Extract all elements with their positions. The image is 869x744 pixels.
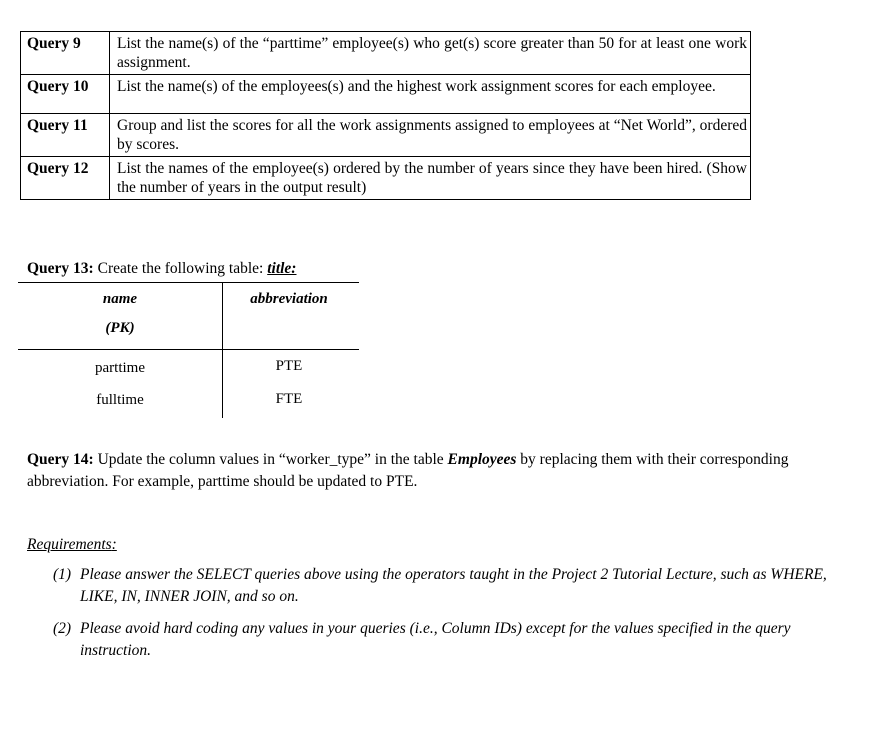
cell-name: parttime: [95, 360, 145, 376]
query14-paragraph: [27, 449, 817, 493]
query13-heading: [27, 260, 296, 278]
query-text: List the name(s) of the employees(s) and the highest work assignment scores for each employee.: [110, 75, 751, 114]
requirement-number: (1): [53, 566, 72, 583]
list-item: [53, 618, 843, 662]
query14-text-before: Update the column values in “worker_type” in the table: [93, 451, 448, 468]
query-label: Query 12: [21, 157, 110, 200]
query13-text: Create the following table:: [93, 260, 268, 277]
query13-table-name: title:: [267, 260, 297, 277]
queries-table: [20, 31, 751, 200]
query-text: List the names of the employee(s) ordered by the number of years since they have been hired. (Show the number of years in the output result): [110, 157, 751, 200]
query-label: Query 11: [21, 114, 110, 157]
query-label: Query 9: [21, 32, 110, 75]
query14-label: Query 14:: [27, 451, 94, 468]
title-table: [18, 282, 359, 418]
table-top-rule: [18, 282, 359, 283]
query13-label: Query 13:: [27, 260, 94, 277]
cell-abbreviation: FTE: [275, 391, 303, 407]
cell-name: fulltime: [96, 392, 144, 408]
column-header-abbreviation: abbreviation: [250, 291, 328, 307]
table-column-divider: [222, 282, 223, 418]
query14-table: Employees: [447, 451, 517, 468]
table-row: [21, 114, 751, 157]
table-row: [21, 157, 751, 200]
column-header-pk: (PK): [105, 320, 135, 336]
list-item: [53, 564, 843, 608]
requirement-text: Please avoid hard coding any values in your queries (i.e., Column IDs) except for the values specified in the query instruction.: [80, 620, 791, 659]
column-header-name: name: [102, 291, 138, 307]
requirements-heading-text: Requirements: [27, 536, 112, 553]
query14-text-after: by replacing them with their corresponding abbreviation. For example, parttime should be updated to PTE.: [27, 451, 789, 490]
table-row: [21, 75, 751, 114]
requirement-number: (2): [53, 620, 72, 637]
query-text: Group and list the scores for all the work assignments assigned to employees at “Net World”, ordered by scores.: [110, 114, 751, 157]
query-text: List the name(s) of the “parttime” employee(s) who get(s) score greater than 50 for at least one work assignment.: [110, 32, 751, 75]
table-header-rule: [18, 349, 359, 350]
requirements-heading: [27, 536, 117, 554]
requirements-heading-colon: :: [111, 536, 117, 553]
table-row: [21, 32, 751, 75]
requirements-list: [53, 564, 843, 672]
query-label: Query 10: [21, 75, 110, 114]
cell-abbreviation: PTE: [275, 358, 303, 374]
requirement-text: Please answer the SELECT queries above using the operators taught in the Project 2 Tutorial Lecture, such as WHERE, LIKE, IN, INNER JOIN, and so on.: [80, 566, 827, 605]
